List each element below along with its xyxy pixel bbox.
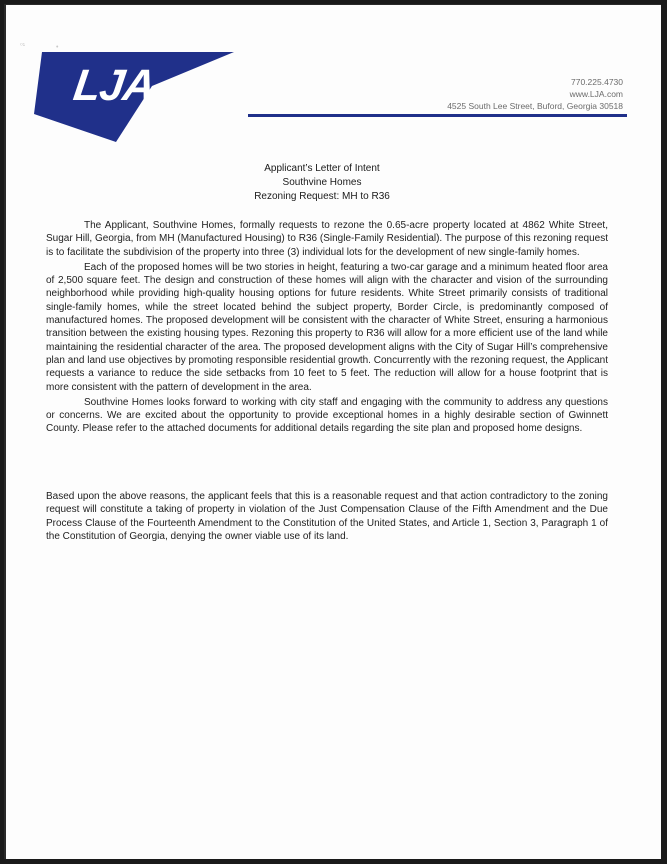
body-paragraph: The Applicant, Southvine Homes, formally requests to rezone the 0.65-acre property located at 4862 White Street, Sugar Hill, Georgia, from MH (Manufactured Housing) to R36 (Single-Family Residential). The purpose of this rezoning request is to facilitate the subdivision of the property into three (3) individual lots for the development of new single-family homes. [46, 220, 608, 258]
header-rule [248, 114, 627, 117]
body-paragraph: Each of the proposed homes will be two stories in height, featuring a two-car garage and a minimum heated floor area of 2,500 square feet. The design and construction of these homes will align with the character and vision of the surrounding neighborhood while providing high-quality housing options for future residents. White Street primarily consists of traditional single-family homes, while the street located behind the subject property, Border Circle, is predominantly composed of manufactured homes. The proposed development will be consistent with the character of White Street, ensuring a harmonious transition between the existing housing types. Rezoning this property to R36 will allow for a more efficient use of the land while maintaining the residential character of the area. The proposed development aligns with the City of Sugar Hill’s comprehensive plan and land use objectives by promoting responsible residential growth. Concurrently with the rezoning request, the Applicant requests a variance to reduce the side setbacks from 10 feet to 5 feet. The reduction will allow for a house footprint that is more consistent with the pattern of development in the area. [46, 261, 608, 393]
body-paragraph: Southvine Homes looks forward to working with city staff and engaging with the community to address any questions or concerns. We are excited about the opportunity to provide exceptional homes in a highly desirable section of Gwinnett County. Please refer to the attached documents for additional details regarding the site plan and proposed home designs. [46, 396, 608, 435]
heading-title: Applicant’s Letter of Intent [264, 163, 380, 174]
heading-request: Rezoning Request: MH to R36 [254, 191, 390, 202]
closing-paragraph: Based upon the above reasons, the applicant feels that this is a reasonable request and that action contradictory to the zoning request will constitute a taking of property in violation of the Just Compensation Clause of the Fifth Amendment and the Due Process Clause of the Fourteenth Amendment to the Constitution of the United States, and Article 1, Section 3, Paragraph 1 of the Constitution of Georgia, denying the owner viable use of its land. [46, 491, 608, 542]
scan-artifact-dot: • [56, 44, 59, 51]
scan-artifact-mark: ⁰¹ [20, 43, 26, 50]
contact-website: www.LJA.com [569, 89, 623, 99]
contact-address: 4525 South Lee Street, Buford, Georgia 30518 [447, 101, 623, 111]
letter-heading [4, 162, 640, 204]
heading-company: Southvine Homes [282, 177, 362, 188]
closing-statement [46, 490, 608, 543]
document-page [4, 4, 661, 859]
lja-logo-text: LJA [70, 61, 158, 110]
contact-phone: 770.225.4730 [571, 77, 623, 87]
letter-body [46, 219, 608, 438]
contact-block [447, 76, 623, 112]
